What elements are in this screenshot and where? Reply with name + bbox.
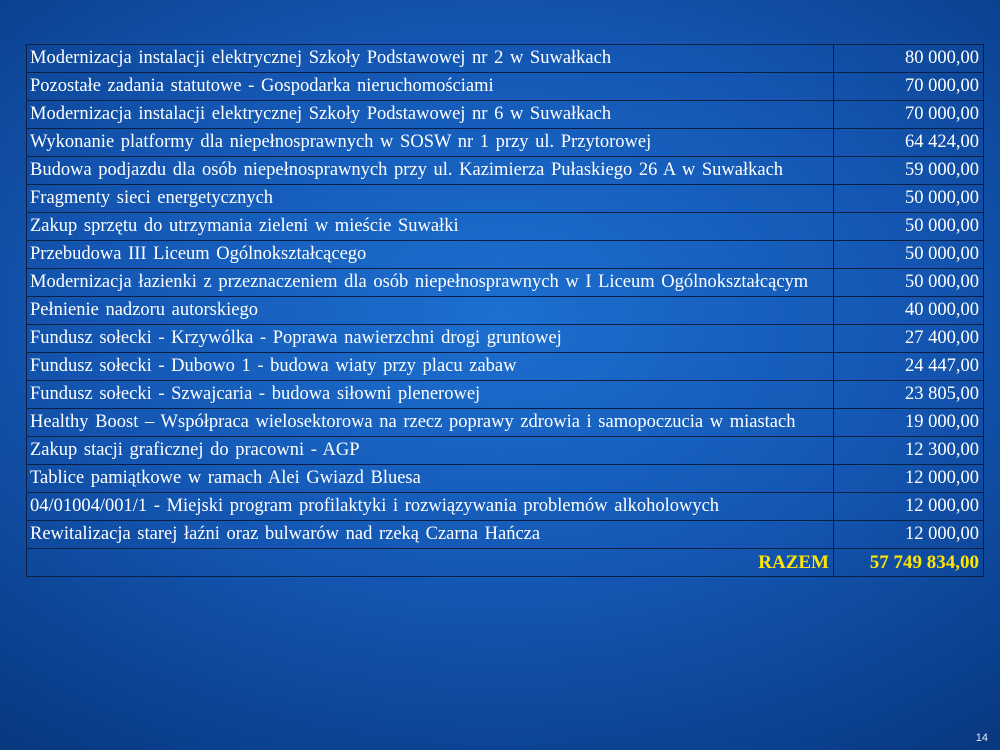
row-description: Modernizacja łazienki z przeznaczeniem dla osób niepełnosprawnych w I Liceum Ogólnokształcącym xyxy=(27,269,834,297)
table-row xyxy=(27,185,984,213)
row-description: Modernizacja instalacji elektrycznej Szkoły Podstawowej nr 6 w Suwałkach xyxy=(27,101,834,129)
row-description: Fundusz sołecki - Dubowo 1 - budowa wiaty przy placu zabaw xyxy=(27,353,834,381)
row-description: Fundusz sołecki - Krzywólka - Poprawa nawierzchni drogi gruntowej xyxy=(27,325,834,353)
row-description: Pozostałe zadania statutowe - Gospodarka nieruchomościami xyxy=(27,73,834,101)
table-row xyxy=(27,73,984,101)
row-amount: 19 000,00 xyxy=(834,409,984,437)
row-amount: 70 000,00 xyxy=(834,101,984,129)
row-amount: 27 400,00 xyxy=(834,325,984,353)
row-amount: 12 000,00 xyxy=(834,521,984,549)
row-description: Rewitalizacja starej łaźni oraz bulwarów nad rzeką Czarna Hańcza xyxy=(27,521,834,549)
row-description: Wykonanie platformy dla niepełnosprawnych w SOSW nr 1 przy ul. Przytorowej xyxy=(27,129,834,157)
table-row xyxy=(27,493,984,521)
row-description: 04/01004/001/1 - Miejski program profilaktyki i rozwiązywania problemów alkoholowych xyxy=(27,493,834,521)
budget-table xyxy=(26,44,984,577)
row-amount: 50 000,00 xyxy=(834,241,984,269)
row-amount: 50 000,00 xyxy=(834,213,984,241)
row-amount: 12 000,00 xyxy=(834,493,984,521)
table-row xyxy=(27,241,984,269)
row-amount: 23 805,00 xyxy=(834,381,984,409)
row-amount: 70 000,00 xyxy=(834,73,984,101)
table-row xyxy=(27,45,984,73)
total-amount: 57 749 834,00 xyxy=(834,549,984,577)
table-row xyxy=(27,353,984,381)
table-row xyxy=(27,521,984,549)
row-description: Zakup sprzętu do utrzymania zieleni w mieście Suwałki xyxy=(27,213,834,241)
row-amount: 40 000,00 xyxy=(834,297,984,325)
row-description: Przebudowa III Liceum Ogólnokształcącego xyxy=(27,241,834,269)
row-description: Zakup stacji graficznej do pracowni - AGP xyxy=(27,437,834,465)
row-amount: 50 000,00 xyxy=(834,185,984,213)
row-amount: 24 447,00 xyxy=(834,353,984,381)
table-row xyxy=(27,213,984,241)
table-row xyxy=(27,101,984,129)
row-amount: 80 000,00 xyxy=(834,45,984,73)
page-number: 14 xyxy=(975,732,988,744)
table-row xyxy=(27,409,984,437)
table-row xyxy=(27,437,984,465)
row-description: Pełnienie nadzoru autorskiego xyxy=(27,297,834,325)
row-description: Budowa podjazdu dla osób niepełnosprawnych przy ul. Kazimierza Pułaskiego 26 A w Suwałkach xyxy=(27,157,834,185)
table-row xyxy=(27,465,984,493)
row-description: Tablice pamiątkowe w ramach Alei Gwiazd Bluesa xyxy=(27,465,834,493)
total-label: RAZEM xyxy=(27,549,834,577)
table-row xyxy=(27,129,984,157)
row-amount: 64 424,00 xyxy=(834,129,984,157)
row-description: Fragmenty sieci energetycznych xyxy=(27,185,834,213)
row-amount: 12 000,00 xyxy=(834,465,984,493)
table-row xyxy=(27,325,984,353)
table-row xyxy=(27,157,984,185)
row-amount: 50 000,00 xyxy=(834,269,984,297)
total-row xyxy=(27,549,984,577)
row-description: Healthy Boost – Współpraca wielosektorowa na rzecz poprawy zdrowia i samopoczucia w miastach xyxy=(27,409,834,437)
row-description: Modernizacja instalacji elektrycznej Szkoły Podstawowej nr 2 w Suwałkach xyxy=(27,45,834,73)
row-description: Fundusz sołecki - Szwajcaria - budowa siłowni plenerowej xyxy=(27,381,834,409)
table-row xyxy=(27,297,984,325)
table-body xyxy=(27,45,984,549)
table-row xyxy=(27,269,984,297)
row-amount: 59 000,00 xyxy=(834,157,984,185)
row-amount: 12 300,00 xyxy=(834,437,984,465)
table-row xyxy=(27,381,984,409)
